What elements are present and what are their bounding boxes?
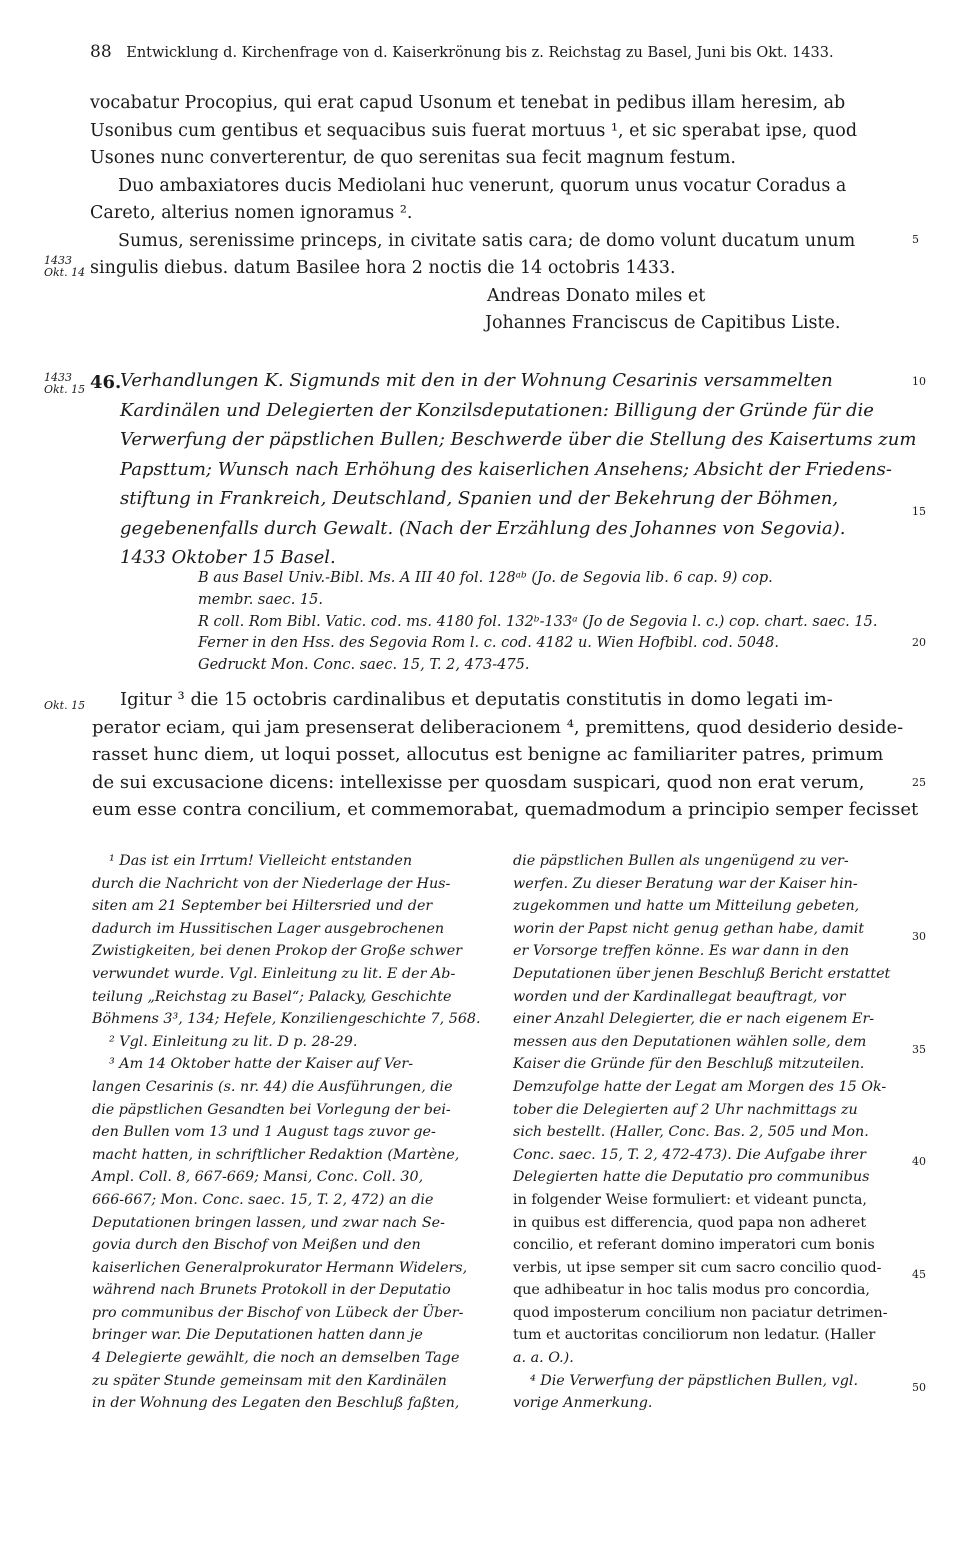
footnote-line: teilung „Reichstag zu Basel“; Palacky, Geschichte: [92, 988, 452, 1005]
footnote-line: siten am 21 September bei Hiltersried und der: [92, 898, 433, 915]
footnotes-right-column: [513, 850, 908, 1415]
line-number: 50: [912, 1381, 926, 1394]
footnote-line: dadurch im Hussitischen Lager ausgebrochenen: [92, 920, 445, 937]
footnote-line: in quibus est differencia, quod papa non adheret: [513, 1214, 867, 1231]
footnote-line: ³ Am 14 Oktober hatte der Kaiser auf Ver-: [109, 1056, 414, 1073]
footnote-line: er Vorsorge treffen könne. Es war dann in den: [513, 943, 850, 960]
footnote-line: verwundet wurde. Vgl. Einleitung zu lit. E der Ab-: [92, 965, 456, 982]
footnote-line: Conc. saec. 15, T. 2, 472-473). Die Aufgabe ihrer: [513, 1146, 866, 1163]
footnote-line: verbis, ut ipse semper sit cum sacro concilio quod-: [513, 1259, 882, 1276]
heading-line: Kardinälen und Delegierten der Konzilsdeputationen: Billigung der Gründe für die: [120, 399, 874, 421]
heading-line: Papsttum; Wunsch nach Erhöhung des kaiserlichen Ansehens; Absicht der Friedens-: [120, 458, 892, 480]
footnote-line: tober die Delegierten auf 2 Uhr nachmittags zu: [513, 1101, 858, 1118]
footnote-line: Demzufolge hatte der Legat am Morgen des 15 Ok-: [513, 1078, 887, 1095]
source-line: Gedruckt Mon. Conc. saec. 15, T. 2, 473-475.: [198, 657, 530, 674]
text-line: Igitur ³ die 15 octobris cardinalibus et deputatis constitutis in domo legati im-: [120, 689, 833, 710]
footnote-line: während nach Brunets Protokoll in der Deputatio: [92, 1282, 451, 1299]
footnote-line: Delegierten hatte die Deputatio pro communibus: [513, 1169, 870, 1186]
footnote-line: a. a. O.).: [513, 1350, 574, 1367]
footnote-line: concilio, et referant domino imperatori cum bonis: [513, 1237, 875, 1254]
letter-signature: Andreas Donato miles et: [487, 285, 706, 306]
letter-line: vocabatur Procopius, qui erat capud Usonum et tenebat in pedibus illam heresim, ab: [90, 93, 846, 113]
footnote-line: zugekommen und hatte um Mitteilung gebeten,: [513, 898, 860, 915]
footnotes-left-column: [92, 850, 487, 1415]
footnote-line: worden und der Kardinallegat beauftragt, vor: [513, 988, 846, 1005]
line-number: 40: [912, 1155, 926, 1168]
page-number: 88: [90, 42, 112, 62]
footnote-line: den Bullen vom 13 und 1 August tags zuvor ge-: [92, 1124, 436, 1141]
footnote-line: tum et auctoritas conciliorum non ledatur. (Haller: [513, 1327, 876, 1344]
heading-line: 1433 Oktober 15 Basel.: [120, 547, 336, 568]
letter-signature: Johannes Franciscus de Capitibus Liste.: [485, 313, 841, 333]
line-number: 30: [912, 930, 926, 943]
footnote-line: que adhibeatur in hoc talis modus pro concordia,: [513, 1282, 870, 1299]
source-line: Ferner in den Hss. des Segovia Rom l. c. cod. 4182 u. Wien Hofbibl. cod. 5048.: [198, 635, 779, 652]
footnote-line: Deputationen über jenen Beschluß Bericht erstattet: [513, 965, 891, 982]
letter-line: Sumus, serenissime princeps, in civitate satis cara; de domo volunt ducatum unum: [118, 230, 856, 251]
footnote-line: ¹ Das ist ein Irrtum! Vielleicht entstanden: [109, 853, 413, 869]
footnote-line: in der Wohnung des Legaten den Beschluß faßten,: [92, 1395, 460, 1412]
footnote-line: messen aus den Deputationen wählen solle, dem: [513, 1033, 867, 1050]
line-number: 35: [912, 1043, 926, 1056]
footnote-line: quod imposterum concilium non paciatur detrimen-: [513, 1304, 888, 1321]
footnote-line: durch die Nachricht von der Niederlage der Hus-: [92, 875, 451, 892]
line-number: 25: [912, 776, 926, 789]
letter-line: Usones nunc converterentur, de quo serenitas sua fecit magnum festum.: [90, 148, 736, 168]
footnote-line: macht hatten, in schriftlicher Redaktion (Martène,: [92, 1146, 460, 1163]
letter-line: Usonibus cum gentibus et sequacibus suis fuerat mortuus ¹, et sic sperabat ipse, quod: [90, 120, 858, 141]
footnote-line: 666-667; Mon. Conc. saec. 15, T. 2, 472) an die: [92, 1191, 434, 1208]
footnote-line: einer Anzahl Delegierter, die er nach eigenem Er-: [513, 1011, 875, 1028]
margin-date: Okt. 15: [44, 699, 86, 712]
source-list: [198, 568, 913, 677]
heading-line: Verhandlungen K. Sigmunds mit den in der Wohnung Cesarinis versammelten: [120, 370, 833, 391]
footnote-line: sich bestellt. (Haller, Conc. Bas. 2, 505 und Mon.: [513, 1124, 869, 1141]
source-line: R coll. Rom Bibl. Vatic. cod. ms. 4180 fol. 132ᵇ-133ᵃ (Jo de Segovia l. c.) cop. chart. saec. 15.: [198, 613, 878, 630]
margin-date: 1433 Okt. 15: [44, 371, 86, 396]
heading-line: Verwerfung der päpstlichen Bullen; Beschwerde über die Stellung des Kaisertums zum: [120, 429, 917, 450]
line-number: 5: [912, 233, 919, 246]
heading-line: stiftung in Frankreich, Deutschland, Spanien und der Bekehrung der Böhmen,: [120, 488, 839, 509]
footnote-line: zu später Stunde gemeinsam mit den Kardinälen: [92, 1372, 447, 1389]
footnote-line: worin der Papst nicht genug gethan habe, damit: [513, 920, 865, 937]
text-line: de sui excusacione dicens: intellexisse per quosdam suspicari, quod non erat verum,: [92, 771, 865, 793]
footnote-line: ² Vgl. Einleitung zu lit. D p. 28-29.: [109, 1033, 358, 1050]
heading-line: gegebenenfalls durch Gewalt. (Nach der Erzählung des Johannes von Segovia).: [120, 517, 846, 539]
document-number: 46.: [90, 372, 122, 393]
footnote-line: Deputationen bringen lassen, und zwar nach Se-: [92, 1214, 445, 1231]
footnote-line: 4 Delegierte gewählt, die noch an demselben Tage: [92, 1350, 460, 1367]
line-number: 15: [912, 505, 926, 518]
margin-date: 1433 Okt. 14: [44, 254, 86, 279]
footnote-line: govia durch den Bischof von Meißen und den: [92, 1237, 421, 1254]
running-header: [90, 42, 834, 62]
footnote-line: in folgender Weise formuliert: et videant puncta,: [513, 1191, 867, 1208]
line-number: 20: [912, 636, 926, 649]
footnote-line: vorige Anmerkung.: [513, 1395, 653, 1412]
footnote-line: langen Cesarinis (s. nr. 44) die Ausführungen, die: [92, 1078, 453, 1095]
footnote-line: Böhmens 3³, 134; Hefele, Konziliengeschichte 7, 568.: [92, 1011, 481, 1028]
footnote-line: bringer war. Die Deputationen hatten dann je: [92, 1327, 423, 1344]
footnote-line: Ampl. Coll. 8, 667-669; Mansi, Conc. Coll. 30,: [92, 1169, 424, 1186]
footnote-line: kaiserlichen Generalprokurator Hermann Widelers,: [92, 1259, 468, 1276]
footnote-line: Zwistigkeiten, bei denen Prokop der Große schwer: [92, 943, 463, 960]
text-line: eum esse contra concilium, et commemorabat, quemadmodum a principio semper fecisset: [92, 799, 919, 820]
letter-line: Careto, alterius nomen ignoramus ².: [90, 203, 413, 223]
letter-line: Duo ambaxiatores ducis Mediolani huc venerunt, quorum unus vocatur Coradus a: [118, 175, 847, 196]
footnote-line: die päpstlichen Gesandten bei Vorlegung der bei-: [92, 1101, 451, 1118]
footnote-line: pro communibus der Bischof von Lübeck der Über-: [92, 1304, 464, 1321]
letter-line: singulis diebus. datum Basilee hora 2 noctis die 14 octobris 1433.: [90, 258, 676, 278]
line-number: 45: [912, 1268, 926, 1281]
document-heading: [120, 366, 917, 573]
source-line: membr. saec. 15.: [198, 591, 323, 608]
footnote-line: Kaiser die Gründe für den Beschluß mitzuteilen.: [513, 1056, 865, 1073]
letter-text: [90, 90, 905, 338]
footnote-line: werfen. Zu dieser Beratung war der Kaiser hin-: [513, 875, 858, 892]
text-line: perator eciam, qui jam presenserat deliberacionem ⁴, premittens, quod desiderio deside-: [92, 716, 904, 738]
footnote-line: die päpstlichen Bullen als ungenügend zu ver-: [513, 853, 849, 869]
text-line: rasset hunc diem, ut loqui posset, allocutus est benigne ac familiariter patres, primum: [92, 744, 884, 765]
running-title: Entwicklung d. Kirchenfrage von d. Kaiserkrönung bis z. Reichstag zu Basel, Juni bis Okt. 1433.: [126, 45, 834, 61]
source-line: B aus Basel Univ.-Bibl. Ms. A III 40 fol. 128ᵃᵇ (Jo. de Segovia lib. 6 cap. 9) cop.: [198, 570, 773, 586]
line-number: 10: [912, 375, 926, 388]
footnote-line: ⁴ Die Verwerfung der päpstlichen Bullen, vgl.: [530, 1372, 858, 1389]
